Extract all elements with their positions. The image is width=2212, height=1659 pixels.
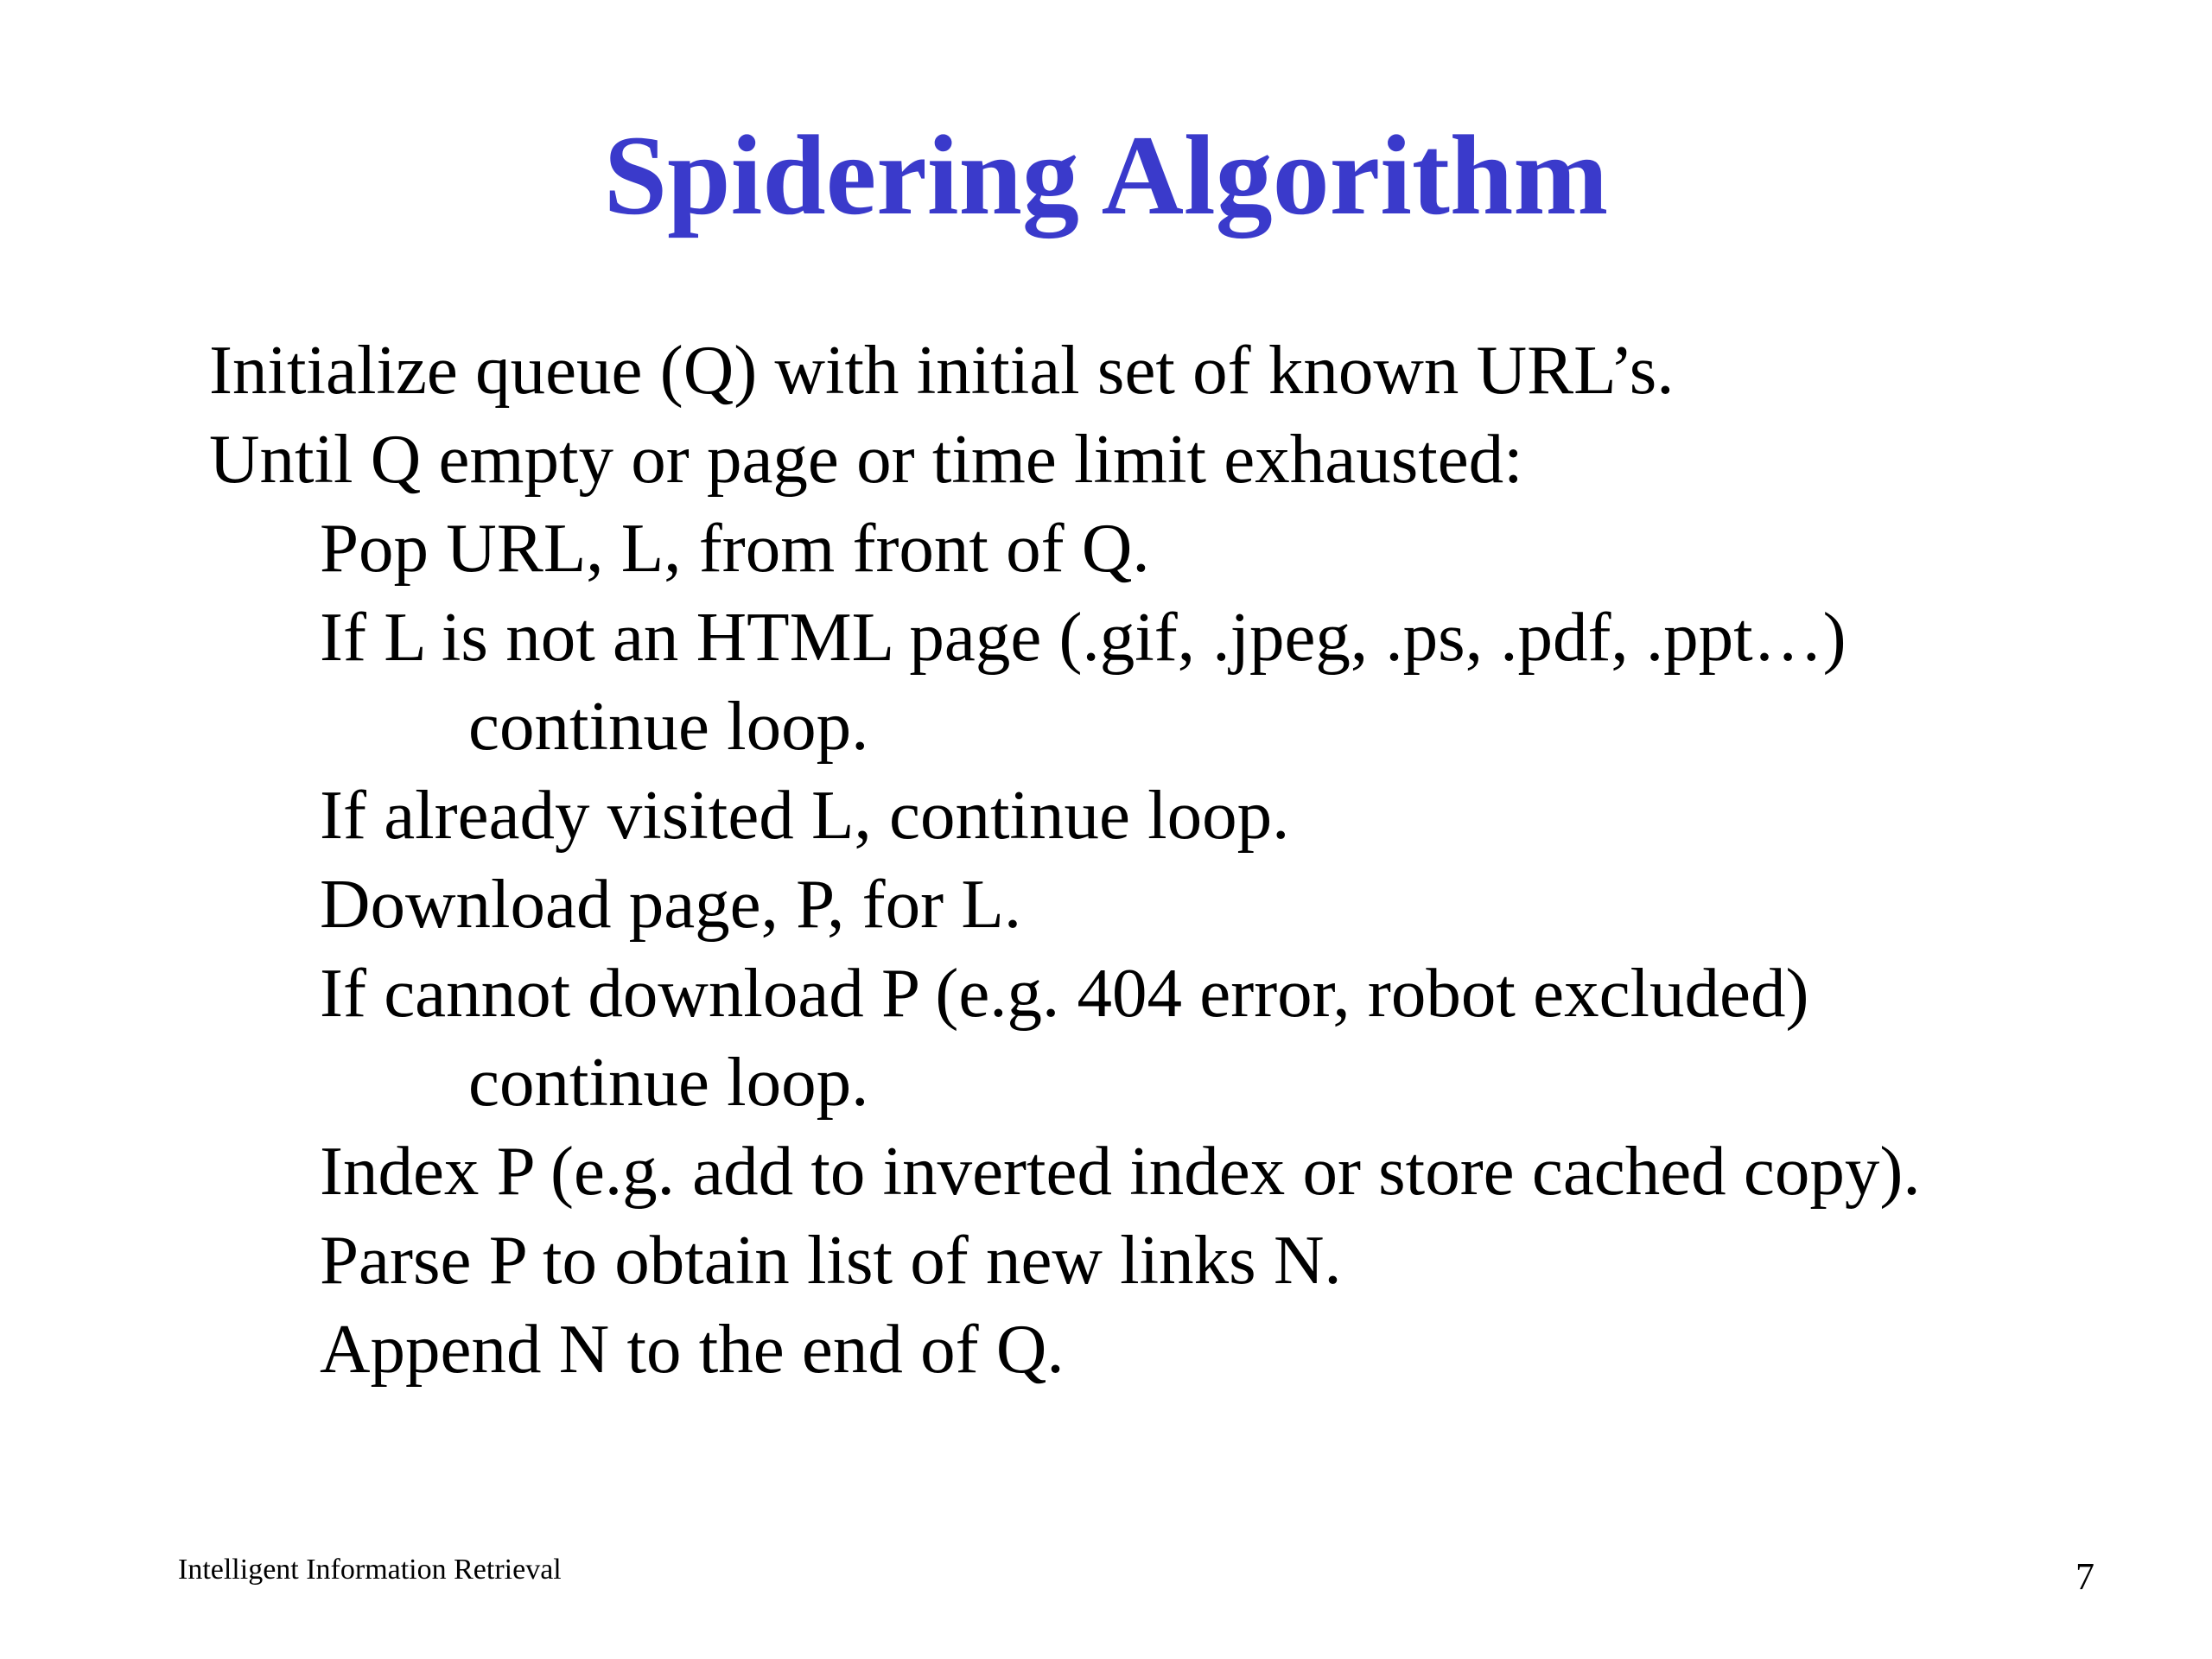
step-line: Append N to the end of Q. — [320, 1310, 1065, 1388]
step-line: Download page, P, for L. — [320, 865, 1022, 943]
step-line: If already visited L, continue loop. — [320, 776, 1290, 854]
slide-title: Spidering Algorithm — [603, 111, 1609, 238]
page-number: 7 — [2075, 1555, 2094, 1598]
step-line: continue loop. — [468, 687, 869, 765]
step-line: Index P (e.g. add to inverted index or store cached copy). — [320, 1132, 1921, 1210]
step-line: Pop URL, L, from front of Q. — [320, 509, 1150, 587]
footer-course-title: Intelligent Information Retrieval — [178, 1554, 562, 1586]
step-line: continue loop. — [468, 1043, 869, 1121]
step-line: Parse P to obtain list of new links N. — [320, 1221, 1342, 1299]
step-line: If L is not an HTML page (.gif, .jpeg, .ps, .pdf, .ppt…) — [320, 598, 1847, 676]
step-line: If cannot download P (e.g. 404 error, robot excluded) — [320, 954, 1809, 1032]
step-line: Initialize queue (Q) with initial set of known URL’s. — [209, 331, 1675, 409]
step-line: Until Q empty or page or time limit exhausted: — [209, 420, 1523, 498]
